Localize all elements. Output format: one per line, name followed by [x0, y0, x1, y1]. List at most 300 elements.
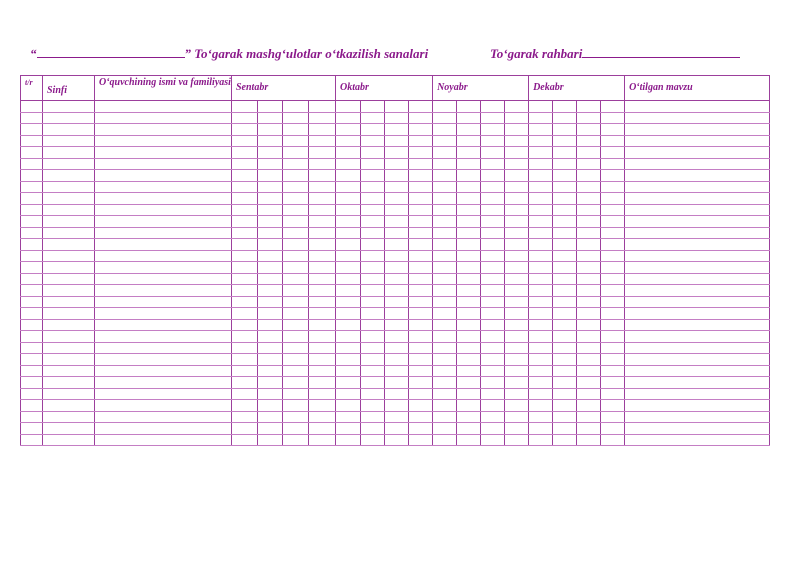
- cell-attendance-day[interactable]: [336, 193, 361, 205]
- cell-number[interactable]: [21, 101, 43, 113]
- cell-number[interactable]: [21, 319, 43, 331]
- cell-attendance-day[interactable]: [529, 227, 553, 239]
- cell-attendance-day[interactable]: [577, 239, 601, 251]
- cell-attendance-day[interactable]: [457, 331, 481, 343]
- cell-attendance-day[interactable]: [601, 227, 625, 239]
- cell-attendance-day[interactable]: [601, 296, 625, 308]
- cell-attendance-day[interactable]: [409, 273, 433, 285]
- cell-class[interactable]: [43, 423, 95, 435]
- cell-attendance-day[interactable]: [577, 308, 601, 320]
- cell-attendance-day[interactable]: [481, 388, 505, 400]
- cell-attendance-day[interactable]: [481, 239, 505, 251]
- cell-class[interactable]: [43, 135, 95, 147]
- cell-attendance-day[interactable]: [409, 101, 433, 113]
- cell-attendance-day[interactable]: [409, 239, 433, 251]
- cell-attendance-day[interactable]: [529, 331, 553, 343]
- cell-attendance-day[interactable]: [232, 239, 258, 251]
- cell-number[interactable]: [21, 342, 43, 354]
- cell-attendance-day[interactable]: [457, 112, 481, 124]
- cell-attendance-day[interactable]: [505, 434, 529, 446]
- cell-attendance-day[interactable]: [433, 204, 457, 216]
- cell-attendance-day[interactable]: [232, 434, 258, 446]
- cell-attendance-day[interactable]: [283, 250, 309, 262]
- cell-attendance-day[interactable]: [336, 181, 361, 193]
- cell-attendance-day[interactable]: [433, 365, 457, 377]
- cell-attendance-day[interactable]: [433, 227, 457, 239]
- cell-attendance-day[interactable]: [283, 400, 309, 412]
- cell-attendance-day[interactable]: [481, 147, 505, 159]
- cell-attendance-day[interactable]: [553, 124, 577, 136]
- cell-attendance-day[interactable]: [283, 216, 309, 228]
- cell-attendance-day[interactable]: [283, 434, 309, 446]
- cell-topic[interactable]: [625, 170, 770, 182]
- cell-attendance-day[interactable]: [601, 204, 625, 216]
- cell-topic[interactable]: [625, 124, 770, 136]
- cell-attendance-day[interactable]: [385, 296, 409, 308]
- cell-attendance-day[interactable]: [529, 411, 553, 423]
- cell-attendance-day[interactable]: [529, 204, 553, 216]
- cell-number[interactable]: [21, 170, 43, 182]
- cell-attendance-day[interactable]: [232, 273, 258, 285]
- cell-attendance-day[interactable]: [336, 342, 361, 354]
- cell-attendance-day[interactable]: [232, 377, 258, 389]
- cell-topic[interactable]: [625, 112, 770, 124]
- cell-attendance-day[interactable]: [309, 308, 336, 320]
- cell-attendance-day[interactable]: [481, 158, 505, 170]
- cell-attendance-day[interactable]: [409, 434, 433, 446]
- cell-attendance-day[interactable]: [283, 296, 309, 308]
- cell-topic[interactable]: [625, 101, 770, 113]
- cell-class[interactable]: [43, 227, 95, 239]
- cell-number[interactable]: [21, 400, 43, 412]
- cell-attendance-day[interactable]: [433, 250, 457, 262]
- cell-attendance-day[interactable]: [232, 262, 258, 274]
- cell-student[interactable]: [95, 204, 232, 216]
- cell-attendance-day[interactable]: [232, 147, 258, 159]
- cell-attendance-day[interactable]: [601, 342, 625, 354]
- cell-number[interactable]: [21, 262, 43, 274]
- cell-student[interactable]: [95, 101, 232, 113]
- cell-number[interactable]: [21, 204, 43, 216]
- cell-attendance-day[interactable]: [457, 411, 481, 423]
- cell-attendance-day[interactable]: [336, 434, 361, 446]
- cell-attendance-day[interactable]: [481, 170, 505, 182]
- cell-attendance-day[interactable]: [481, 296, 505, 308]
- cell-attendance-day[interactable]: [505, 158, 529, 170]
- cell-attendance-day[interactable]: [601, 262, 625, 274]
- cell-attendance-day[interactable]: [505, 170, 529, 182]
- cell-topic[interactable]: [625, 331, 770, 343]
- cell-attendance-day[interactable]: [409, 158, 433, 170]
- cell-number[interactable]: [21, 124, 43, 136]
- cell-class[interactable]: [43, 319, 95, 331]
- cell-attendance-day[interactable]: [309, 147, 336, 159]
- cell-attendance-day[interactable]: [336, 250, 361, 262]
- cell-student[interactable]: [95, 262, 232, 274]
- cell-attendance-day[interactable]: [433, 101, 457, 113]
- cell-attendance-day[interactable]: [601, 112, 625, 124]
- cell-attendance-day[interactable]: [258, 135, 283, 147]
- cell-attendance-day[interactable]: [385, 273, 409, 285]
- cell-class[interactable]: [43, 354, 95, 366]
- cell-attendance-day[interactable]: [258, 158, 283, 170]
- cell-attendance-day[interactable]: [336, 308, 361, 320]
- cell-attendance-day[interactable]: [309, 124, 336, 136]
- cell-class[interactable]: [43, 388, 95, 400]
- cell-attendance-day[interactable]: [433, 308, 457, 320]
- cell-attendance-day[interactable]: [553, 342, 577, 354]
- cell-attendance-day[interactable]: [529, 181, 553, 193]
- cell-attendance-day[interactable]: [336, 262, 361, 274]
- cell-attendance-day[interactable]: [309, 377, 336, 389]
- cell-attendance-day[interactable]: [505, 411, 529, 423]
- cell-attendance-day[interactable]: [361, 331, 385, 343]
- cell-topic[interactable]: [625, 216, 770, 228]
- cell-attendance-day[interactable]: [336, 411, 361, 423]
- cell-attendance-day[interactable]: [309, 400, 336, 412]
- cell-student[interactable]: [95, 319, 232, 331]
- cell-number[interactable]: [21, 181, 43, 193]
- cell-attendance-day[interactable]: [457, 354, 481, 366]
- cell-topic[interactable]: [625, 377, 770, 389]
- cell-attendance-day[interactable]: [457, 273, 481, 285]
- cell-attendance-day[interactable]: [457, 400, 481, 412]
- cell-attendance-day[interactable]: [457, 170, 481, 182]
- cell-attendance-day[interactable]: [505, 273, 529, 285]
- cell-attendance-day[interactable]: [258, 181, 283, 193]
- cell-number[interactable]: [21, 227, 43, 239]
- cell-attendance-day[interactable]: [336, 273, 361, 285]
- cell-attendance-day[interactable]: [258, 388, 283, 400]
- cell-topic[interactable]: [625, 193, 770, 205]
- cell-attendance-day[interactable]: [457, 124, 481, 136]
- cell-student[interactable]: [95, 365, 232, 377]
- cell-attendance-day[interactable]: [601, 331, 625, 343]
- cell-number[interactable]: [21, 193, 43, 205]
- cell-attendance-day[interactable]: [601, 124, 625, 136]
- cell-attendance-day[interactable]: [433, 285, 457, 297]
- cell-topic[interactable]: [625, 411, 770, 423]
- cell-attendance-day[interactable]: [361, 216, 385, 228]
- cell-attendance-day[interactable]: [481, 227, 505, 239]
- cell-attendance-day[interactable]: [361, 434, 385, 446]
- cell-attendance-day[interactable]: [481, 250, 505, 262]
- cell-attendance-day[interactable]: [361, 124, 385, 136]
- cell-attendance-day[interactable]: [258, 250, 283, 262]
- cell-topic[interactable]: [625, 147, 770, 159]
- cell-student[interactable]: [95, 377, 232, 389]
- cell-attendance-day[interactable]: [283, 170, 309, 182]
- cell-number[interactable]: [21, 331, 43, 343]
- cell-attendance-day[interactable]: [409, 250, 433, 262]
- cell-attendance-day[interactable]: [481, 411, 505, 423]
- cell-attendance-day[interactable]: [505, 135, 529, 147]
- cell-attendance-day[interactable]: [601, 193, 625, 205]
- cell-attendance-day[interactable]: [385, 342, 409, 354]
- cell-attendance-day[interactable]: [385, 365, 409, 377]
- cell-attendance-day[interactable]: [577, 135, 601, 147]
- cell-attendance-day[interactable]: [505, 204, 529, 216]
- cell-attendance-day[interactable]: [361, 112, 385, 124]
- cell-attendance-day[interactable]: [577, 273, 601, 285]
- cell-topic[interactable]: [625, 158, 770, 170]
- cell-number[interactable]: [21, 377, 43, 389]
- cell-attendance-day[interactable]: [433, 273, 457, 285]
- cell-attendance-day[interactable]: [481, 193, 505, 205]
- cell-attendance-day[interactable]: [258, 204, 283, 216]
- cell-attendance-day[interactable]: [433, 262, 457, 274]
- cell-attendance-day[interactable]: [457, 285, 481, 297]
- cell-attendance-day[interactable]: [481, 331, 505, 343]
- cell-attendance-day[interactable]: [409, 400, 433, 412]
- cell-attendance-day[interactable]: [258, 331, 283, 343]
- cell-attendance-day[interactable]: [283, 411, 309, 423]
- cell-attendance-day[interactable]: [232, 193, 258, 205]
- cell-attendance-day[interactable]: [409, 285, 433, 297]
- cell-attendance-day[interactable]: [385, 170, 409, 182]
- cell-topic[interactable]: [625, 388, 770, 400]
- cell-attendance-day[interactable]: [553, 204, 577, 216]
- cell-attendance-day[interactable]: [529, 400, 553, 412]
- cell-attendance-day[interactable]: [433, 354, 457, 366]
- cell-student[interactable]: [95, 147, 232, 159]
- cell-attendance-day[interactable]: [577, 354, 601, 366]
- cell-topic[interactable]: [625, 434, 770, 446]
- cell-attendance-day[interactable]: [505, 423, 529, 435]
- cell-class[interactable]: [43, 216, 95, 228]
- cell-class[interactable]: [43, 434, 95, 446]
- cell-student[interactable]: [95, 388, 232, 400]
- cell-attendance-day[interactable]: [601, 135, 625, 147]
- cell-attendance-day[interactable]: [577, 181, 601, 193]
- cell-attendance-day[interactable]: [258, 400, 283, 412]
- cell-attendance-day[interactable]: [601, 411, 625, 423]
- cell-attendance-day[interactable]: [258, 354, 283, 366]
- cell-number[interactable]: [21, 273, 43, 285]
- cell-attendance-day[interactable]: [309, 181, 336, 193]
- cell-attendance-day[interactable]: [553, 365, 577, 377]
- cell-attendance-day[interactable]: [529, 365, 553, 377]
- cell-attendance-day[interactable]: [336, 331, 361, 343]
- cell-attendance-day[interactable]: [385, 434, 409, 446]
- cell-attendance-day[interactable]: [481, 285, 505, 297]
- cell-attendance-day[interactable]: [529, 377, 553, 389]
- cell-attendance-day[interactable]: [336, 285, 361, 297]
- cell-attendance-day[interactable]: [232, 216, 258, 228]
- cell-student[interactable]: [95, 216, 232, 228]
- cell-attendance-day[interactable]: [336, 239, 361, 251]
- cell-attendance-day[interactable]: [553, 296, 577, 308]
- cell-attendance-day[interactable]: [577, 365, 601, 377]
- cell-attendance-day[interactable]: [433, 158, 457, 170]
- cell-attendance-day[interactable]: [433, 239, 457, 251]
- cell-attendance-day[interactable]: [232, 354, 258, 366]
- cell-attendance-day[interactable]: [258, 273, 283, 285]
- cell-student[interactable]: [95, 296, 232, 308]
- cell-attendance-day[interactable]: [283, 262, 309, 274]
- cell-attendance-day[interactable]: [283, 158, 309, 170]
- cell-attendance-day[interactable]: [433, 377, 457, 389]
- cell-attendance-day[interactable]: [577, 411, 601, 423]
- cell-attendance-day[interactable]: [553, 411, 577, 423]
- cell-attendance-day[interactable]: [336, 296, 361, 308]
- cell-attendance-day[interactable]: [309, 354, 336, 366]
- cell-student[interactable]: [95, 273, 232, 285]
- cell-attendance-day[interactable]: [481, 365, 505, 377]
- cell-attendance-day[interactable]: [258, 365, 283, 377]
- cell-attendance-day[interactable]: [601, 181, 625, 193]
- cell-attendance-day[interactable]: [283, 204, 309, 216]
- cell-attendance-day[interactable]: [258, 434, 283, 446]
- cell-attendance-day[interactable]: [457, 262, 481, 274]
- cell-attendance-day[interactable]: [481, 204, 505, 216]
- cell-attendance-day[interactable]: [457, 158, 481, 170]
- cell-attendance-day[interactable]: [601, 158, 625, 170]
- cell-attendance-day[interactable]: [232, 285, 258, 297]
- cell-attendance-day[interactable]: [433, 147, 457, 159]
- cell-attendance-day[interactable]: [336, 124, 361, 136]
- cell-attendance-day[interactable]: [505, 319, 529, 331]
- cell-attendance-day[interactable]: [258, 262, 283, 274]
- cell-attendance-day[interactable]: [385, 193, 409, 205]
- cell-attendance-day[interactable]: [529, 158, 553, 170]
- cell-attendance-day[interactable]: [577, 216, 601, 228]
- cell-attendance-day[interactable]: [409, 411, 433, 423]
- cell-class[interactable]: [43, 331, 95, 343]
- cell-attendance-day[interactable]: [577, 285, 601, 297]
- cell-attendance-day[interactable]: [385, 112, 409, 124]
- cell-attendance-day[interactable]: [577, 423, 601, 435]
- cell-attendance-day[interactable]: [577, 158, 601, 170]
- cell-attendance-day[interactable]: [481, 112, 505, 124]
- cell-student[interactable]: [95, 354, 232, 366]
- cell-attendance-day[interactable]: [309, 135, 336, 147]
- cell-attendance-day[interactable]: [553, 377, 577, 389]
- cell-class[interactable]: [43, 158, 95, 170]
- cell-attendance-day[interactable]: [481, 135, 505, 147]
- cell-student[interactable]: [95, 227, 232, 239]
- cell-attendance-day[interactable]: [283, 365, 309, 377]
- cell-attendance-day[interactable]: [505, 101, 529, 113]
- cell-student[interactable]: [95, 250, 232, 262]
- cell-attendance-day[interactable]: [336, 377, 361, 389]
- cell-attendance-day[interactable]: [283, 147, 309, 159]
- cell-topic[interactable]: [625, 227, 770, 239]
- cell-student[interactable]: [95, 239, 232, 251]
- cell-attendance-day[interactable]: [385, 101, 409, 113]
- cell-attendance-day[interactable]: [336, 101, 361, 113]
- cell-number[interactable]: [21, 365, 43, 377]
- cell-attendance-day[interactable]: [601, 239, 625, 251]
- cell-attendance-day[interactable]: [385, 124, 409, 136]
- cell-attendance-day[interactable]: [553, 388, 577, 400]
- cell-attendance-day[interactable]: [457, 388, 481, 400]
- cell-attendance-day[interactable]: [553, 239, 577, 251]
- cell-attendance-day[interactable]: [409, 365, 433, 377]
- cell-attendance-day[interactable]: [232, 170, 258, 182]
- cell-attendance-day[interactable]: [309, 388, 336, 400]
- cell-class[interactable]: [43, 239, 95, 251]
- cell-student[interactable]: [95, 342, 232, 354]
- cell-attendance-day[interactable]: [232, 400, 258, 412]
- cell-attendance-day[interactable]: [529, 250, 553, 262]
- cell-attendance-day[interactable]: [309, 411, 336, 423]
- cell-attendance-day[interactable]: [505, 193, 529, 205]
- cell-attendance-day[interactable]: [361, 262, 385, 274]
- cell-class[interactable]: [43, 308, 95, 320]
- cell-attendance-day[interactable]: [309, 365, 336, 377]
- cell-attendance-day[interactable]: [232, 101, 258, 113]
- cell-attendance-day[interactable]: [577, 342, 601, 354]
- cell-attendance-day[interactable]: [601, 273, 625, 285]
- cell-attendance-day[interactable]: [283, 273, 309, 285]
- cell-attendance-day[interactable]: [361, 285, 385, 297]
- cell-attendance-day[interactable]: [529, 308, 553, 320]
- cell-attendance-day[interactable]: [505, 331, 529, 343]
- cell-attendance-day[interactable]: [336, 216, 361, 228]
- cell-attendance-day[interactable]: [505, 216, 529, 228]
- cell-attendance-day[interactable]: [457, 135, 481, 147]
- cell-attendance-day[interactable]: [385, 181, 409, 193]
- cell-class[interactable]: [43, 101, 95, 113]
- cell-number[interactable]: [21, 216, 43, 228]
- cell-attendance-day[interactable]: [553, 262, 577, 274]
- cell-student[interactable]: [95, 112, 232, 124]
- cell-attendance-day[interactable]: [457, 193, 481, 205]
- cell-attendance-day[interactable]: [601, 434, 625, 446]
- cell-attendance-day[interactable]: [385, 204, 409, 216]
- cell-attendance-day[interactable]: [336, 112, 361, 124]
- cell-attendance-day[interactable]: [258, 377, 283, 389]
- cell-attendance-day[interactable]: [232, 296, 258, 308]
- cell-attendance-day[interactable]: [336, 204, 361, 216]
- cell-topic[interactable]: [625, 319, 770, 331]
- cell-attendance-day[interactable]: [336, 365, 361, 377]
- cell-attendance-day[interactable]: [481, 216, 505, 228]
- cell-attendance-day[interactable]: [361, 181, 385, 193]
- cell-attendance-day[interactable]: [505, 250, 529, 262]
- cell-attendance-day[interactable]: [336, 135, 361, 147]
- cell-number[interactable]: [21, 158, 43, 170]
- cell-attendance-day[interactable]: [361, 319, 385, 331]
- cell-attendance-day[interactable]: [283, 227, 309, 239]
- cell-topic[interactable]: [625, 423, 770, 435]
- cell-attendance-day[interactable]: [361, 170, 385, 182]
- cell-attendance-day[interactable]: [258, 411, 283, 423]
- cell-topic[interactable]: [625, 239, 770, 251]
- cell-attendance-day[interactable]: [433, 216, 457, 228]
- cell-attendance-day[interactable]: [505, 365, 529, 377]
- cell-attendance-day[interactable]: [309, 227, 336, 239]
- cell-student[interactable]: [95, 135, 232, 147]
- cell-attendance-day[interactable]: [505, 388, 529, 400]
- cell-attendance-day[interactable]: [385, 147, 409, 159]
- cell-class[interactable]: [43, 342, 95, 354]
- cell-attendance-day[interactable]: [529, 262, 553, 274]
- cell-attendance-day[interactable]: [577, 170, 601, 182]
- cell-attendance-day[interactable]: [336, 158, 361, 170]
- cell-attendance-day[interactable]: [481, 342, 505, 354]
- cell-attendance-day[interactable]: [601, 216, 625, 228]
- cell-attendance-day[interactable]: [336, 354, 361, 366]
- cell-number[interactable]: [21, 112, 43, 124]
- cell-attendance-day[interactable]: [232, 227, 258, 239]
- cell-attendance-day[interactable]: [457, 216, 481, 228]
- cell-attendance-day[interactable]: [361, 101, 385, 113]
- cell-attendance-day[interactable]: [553, 273, 577, 285]
- cell-attendance-day[interactable]: [529, 124, 553, 136]
- cell-attendance-day[interactable]: [361, 158, 385, 170]
